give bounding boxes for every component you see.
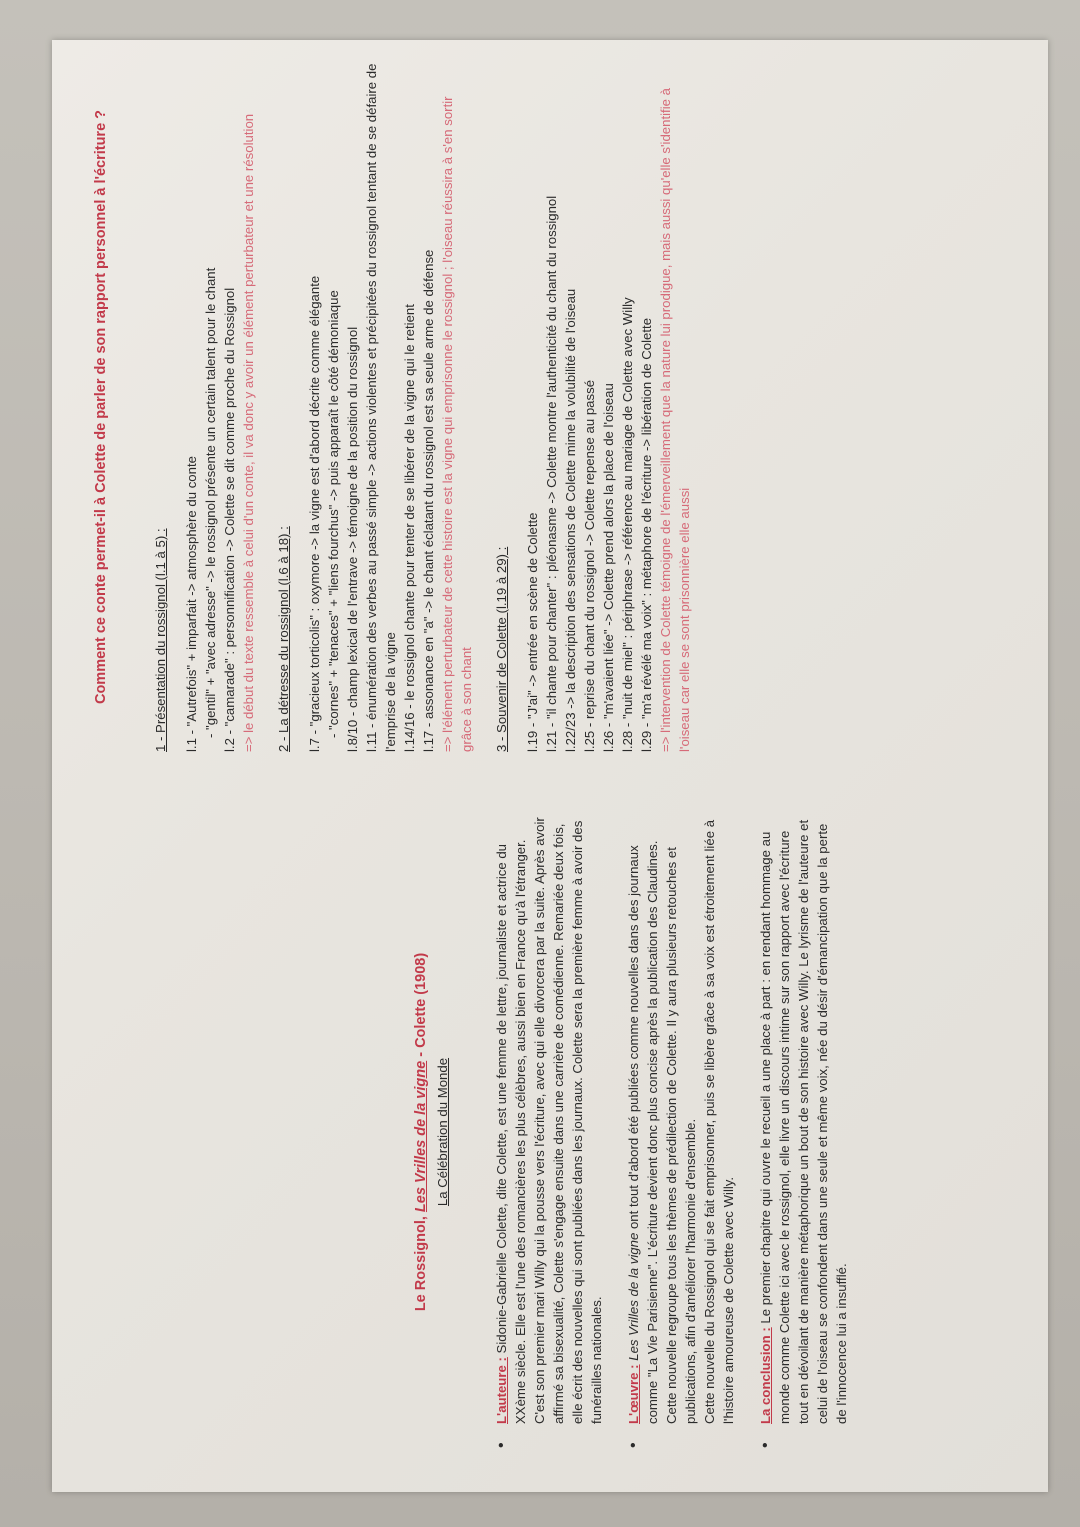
conclusion-text: Le premier chapitre qui ouvre le recueil a une place à part : en rendant hommage au monde comme Colette ici avec le rossignol, elle livre un discours intime sur son rapport avec l'écriture tout en dévoilant de manière métaphorique un bout de son histoire avec Willy. Le lyrisme de l'auteure et celui de l'oiseau se confondent dans une seule et même voix, née du désir d'émancipation que la perte de l'innocence lui a insufflé. — [758, 819, 849, 1424]
s1-line: l.1 - "Autrefois" + imparfait -> atmosphère du conte — [184, 456, 199, 752]
s2-conclusion: => l'élément perturbateur de cette histoire est la vigne qui emprisonne le rossignol ; l'oiseau réussira à s'en sortir grâce à son chant — [440, 96, 474, 752]
s2-line: l.7 - "gracieux torticolis" : oxymore -> la vigne est d'abord décrite comme élégante — [307, 275, 322, 752]
s2-line: l.14/16 - le rossignol chante pour tenter de se libérer de la vigne qui le retient — [402, 304, 417, 752]
s2-line: l.8/10 - champ lexical de l'entrave -> témoigne de la position du rossignol — [345, 326, 360, 752]
oeuvre-block — [624, 812, 738, 1452]
oeuvre-text-2: Cette nouvelle du Rossignol qui se fait emprisonner, puis se libère grâce à sa voix est étroitement liée à l'histoire amoureuse de Colette avec Willy. — [702, 819, 736, 1424]
title-suffix: - Colette (1908) — [413, 952, 429, 1061]
oeuvre-work: Les Vrilles de la vigne — [626, 1232, 641, 1361]
document-subtitle: La Célébration du Monde — [435, 1057, 450, 1207]
bullet: • — [625, 1442, 642, 1448]
right-column — [92, 62, 694, 752]
auteure-label: L'auteure : — [494, 1357, 509, 1424]
s1-line: - "gentil" + "avec adresse" -> le rossignol présente un certain talent pour le chant — [203, 267, 218, 738]
rotated-page — [52, 40, 1048, 1492]
s3-line: l.22/23 -> la description des sensations de Colette mime la volubilité de l'oiseau — [563, 288, 578, 752]
oeuvre-label: L'œuvre : — [626, 1364, 641, 1424]
title-prefix: Le Rossignol, — [413, 1212, 429, 1312]
section-2-title: 2 - La détresse du rossignol (l.6 à 18) : — [276, 526, 291, 752]
section-3-title: 3 - Souvenir de Colette (l.19 à 29) : — [494, 546, 509, 752]
conclusion-label: La conclusion : — [758, 1327, 773, 1424]
auteure-text: Sidonie-Gabrielle Colette, dite Colette, est une femme de lettre, journaliste et actrice du XXème siècle. Elle est l'une des romancières les plus célèbres, aussi bien en France qu'à l'étranger. C'est son premier mari Willy qui la pousse vers l'écriture, avec qui elle divorcera par la suite. Après avoir affirmé sa bisexualité, Colette s'engage ensuite dans une carrière de comédienne. Remariée deux fois, elle écrit des nouvelles qui sont publiées dans les journaux. Colette sera la première femme à avoir des funérailles nationales. — [494, 817, 604, 1424]
s3-line: l.25 - reprise du chant du rossignol -> Colette repense au passé — [582, 379, 597, 752]
paper-sheet — [52, 40, 1048, 1492]
title-work: Les Vrilles de la vigne — [413, 1060, 429, 1213]
section-1-title: 1 - Présentation du rossignol (l.1 à 5) : — [153, 528, 168, 752]
s3-line: l.21 - "il chante pour chanter" : pléonasme -> Colette montre l'authenticité du chant du rossignol — [544, 195, 559, 752]
left-column — [92, 812, 851, 1452]
oeuvre-text: ont tout d'abord été publiées comme nouvelles dans des journaux comme "La Vie Parisienne". L'écriture devient donc plus concise après la publication des Claudines. Cette nouvelle regroupe tous les thèmes de prédilection de Colette. Il y aura plusieurs retouches et publications, afin d'améliorer l'harmonie d'ensemble. — [626, 840, 698, 1424]
s3-line: l.29 - "m'a révélé ma voix" : métaphore de l'écriture -> libération de Colette — [639, 317, 654, 752]
s1-conclusion: => le début du texte ressemble à celui d'un conte, il va donc y avoir un élément perturbateur et une résolution — [241, 113, 256, 752]
problematique: Comment ce conte permet-il à Colette de parler de son rapport personnel à l'écriture ? — [93, 109, 109, 705]
s3-line: l.26 - "m'avaient liée" -> Colette prend alors la place de l'oiseau — [601, 383, 616, 752]
s3-conclusion: => l'intervention de Colette témoigne de l'émerveillement que la nature lui prodigue, mais aussi qu'elle s'identifie à l'oiseau car elle se sont prisonnière elle aussi — [658, 88, 692, 752]
s3-line: l.28 - "nuit de miel" : périphrase -> référence au mariage de Colette avec Willy — [620, 297, 635, 752]
document-title — [412, 812, 431, 1452]
bullet: • — [757, 1442, 774, 1448]
s3-line: l.19 - "J'ai" -> entrée en scène de Colette — [525, 512, 540, 752]
s2-line: - "cornes" + "tenaces" + "liens fourchus" -> puis apparaît le côté démoniaque — [326, 290, 341, 738]
oeuvre-space — [626, 1361, 641, 1365]
bullet: • — [493, 1442, 510, 1448]
s2-line: l.17 - assonance en "a" -> le chant éclatant du rossignol est sa seule arme de défense — [421, 249, 436, 752]
conclusion-block — [756, 812, 851, 1452]
s1-line: l.2 - "camarade" : personnification -> Colette se dit comme proche du Rossignol — [222, 287, 237, 752]
s2-line: l.11 - énumération des verbes au passé simple -> actions violentes et précipitées du rossignol tentant de se défaire de l'emprise de la vigne — [364, 63, 398, 752]
auteure-block — [492, 812, 606, 1452]
